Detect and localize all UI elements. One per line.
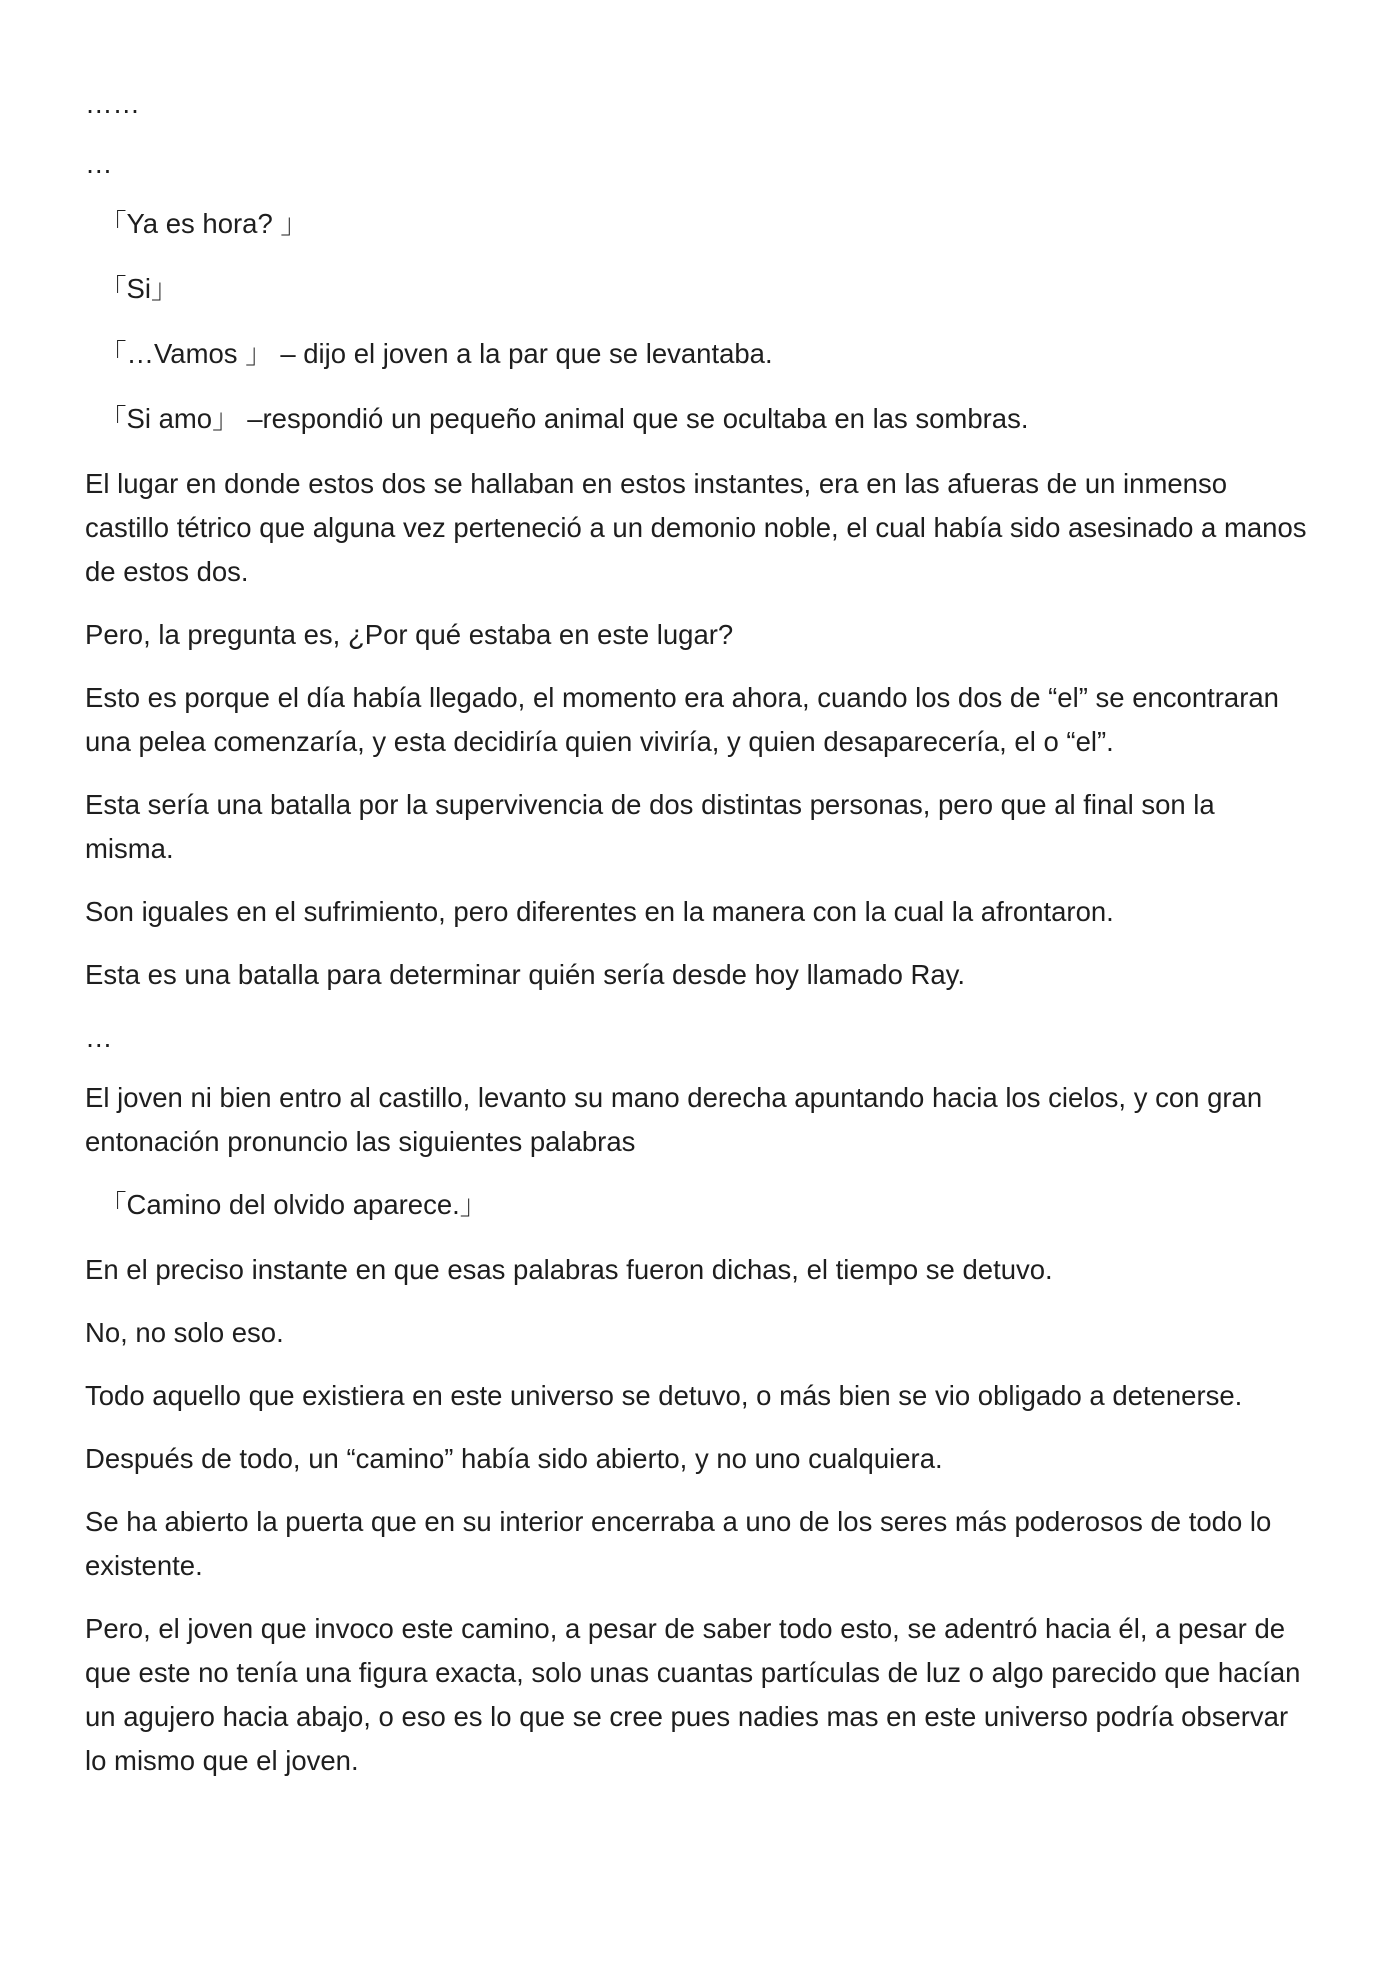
body-paragraph: El lugar en donde estos dos se hallaban en estos instantes, era en las afueras de un inmenso castillo tétrico que alguna vez perteneció a un demonio noble, el cual había sido asesinado a manos de estos dos. (85, 468, 1307, 587)
body-paragraph: Esto es porque el día había llegado, el momento era ahora, cuando los dos de “el” se encontraran una pelea comenzaría, y esta decidiría quien viviría, y quien desaparecería, el o “el”. (85, 682, 1279, 757)
body-paragraph: Pero, la pregunta es, ¿Por qué estaba en este lugar? (85, 619, 734, 650)
body-paragraph: Son iguales en el sufrimiento, pero diferentes en la manera con la cual la afrontaron. (85, 896, 1114, 927)
dialogue-line: 「Camino del olvido aparece.」 (99, 1189, 488, 1220)
body-paragraph: Esta sería una batalla por la supervivencia de dos distintas personas, pero que al final son la misma. (85, 789, 1215, 864)
paragraph-ellipsis: …… (85, 88, 140, 119)
body-paragraph: En el preciso instante en que esas palabras fueron dichas, el tiempo se detuvo. (85, 1254, 1053, 1285)
body-paragraph: Pero, el joven que invoco este camino, a pesar de saber todo esto, se adentró hacia él, a pesar de que este no tenía una figura exacta, solo unas cuantas partículas de luz o algo parecido que hacían un agujero hacia abajo, o eso es lo que se cree pues nadies mas en este universo podría observar lo mismo que el joven. (85, 1613, 1301, 1776)
body-paragraph: Esta es una batalla para determinar quién sería desde hoy llamado Ray. (85, 959, 966, 990)
body-paragraph: El joven ni bien entro al castillo, levanto su mano derecha apuntando hacia los cielos, y con gran entonación pronuncio las siguientes palabras (85, 1082, 1263, 1157)
dialogue-line: 「Ya es hora? 」 (99, 208, 308, 239)
paragraph-ellipsis: … (85, 148, 113, 179)
paragraph-ellipsis: … (85, 1022, 113, 1053)
body-paragraph: Después de todo, un “camino” había sido abierto, y no uno cualquiera. (85, 1443, 943, 1474)
dialogue-line: 「…Vamos 」 – dijo el joven a la par que se levantaba. (99, 338, 773, 369)
dialogue-line: 「Si」 (99, 273, 179, 304)
dialogue-line: 「Si amo」 –respondió un pequeño animal que se ocultaba en las sombras. (99, 403, 1029, 434)
body-paragraph: Todo aquello que existiera en este universo se detuvo, o más bien se vio obligado a detenerse. (85, 1380, 1243, 1411)
body-paragraph: Se ha abierto la puerta que en su interior encerraba a uno de los seres más poderosos de todo lo existente. (85, 1506, 1272, 1581)
body-paragraph: No, no solo eso. (85, 1317, 284, 1348)
